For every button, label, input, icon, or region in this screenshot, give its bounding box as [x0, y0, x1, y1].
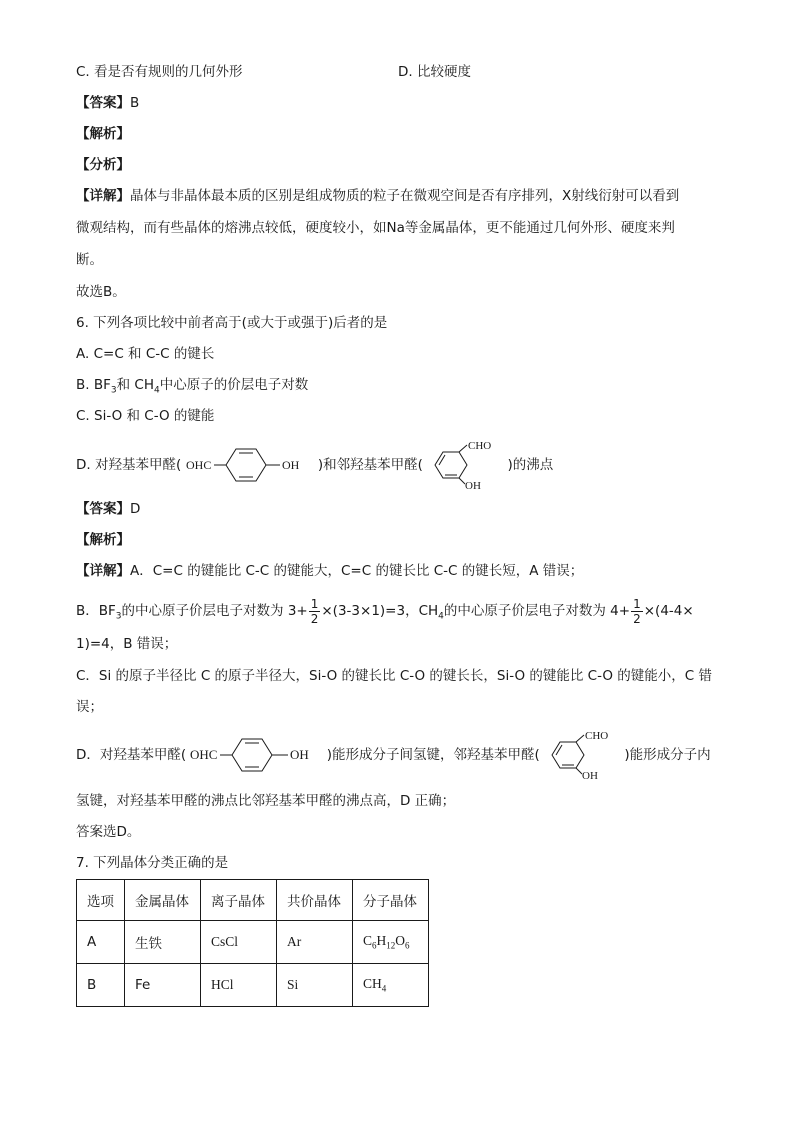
- q7-stem: 7. 下列晶体分类正确的是: [76, 855, 229, 871]
- answer-value: B: [130, 95, 140, 111]
- q6-detail-c-line2: 误；: [76, 699, 103, 715]
- option-cell: A: [77, 921, 125, 964]
- answer-tag: 【答案】: [76, 501, 130, 517]
- table-row: [77, 921, 429, 964]
- q6-option-d: D. 对羟基苯甲醛( OHC OH )和邻羟基苯甲醛( CHO OH )的沸点: [76, 440, 554, 490]
- ionic-cell: HCl: [201, 964, 277, 1007]
- q6-stem: 6. 下列各项比较中前者高于(或大于或强于)后者的是: [76, 315, 388, 331]
- q6-detail-b-line2: 1)=4，B 错误；: [76, 636, 178, 652]
- table-row: [77, 964, 429, 1007]
- q6-analysis-tag: 【解析】: [76, 532, 130, 548]
- mol-label-ohc: OHC: [185, 458, 211, 472]
- option-cell: B: [77, 964, 125, 1007]
- ortho-hydroxybenzaldehyde-structure: [427, 440, 503, 490]
- q5-conclusion: 故选B。: [76, 284, 126, 300]
- header-cell: 共价晶体: [277, 880, 353, 921]
- q5-detail-line2: 微观结构，而有些晶体的熔沸点较低，硬度较小，如Na等金属晶体，更不能通过几何外形、硬度来判: [76, 220, 675, 236]
- q6-conclusion: 答案选D。: [76, 824, 141, 840]
- header-cell: 分子晶体: [353, 880, 429, 921]
- detail-tag: 【详解】: [76, 563, 130, 579]
- mol-label-cho: CHO: [468, 440, 492, 452]
- q6-option-c: C. Si-O 和 C-O 的键能: [76, 408, 215, 424]
- mol-label-ohc: OHC: [190, 747, 218, 762]
- fraction-half: $\frac{1}{2}$: [633, 596, 641, 626]
- q5-detail-line1: 【详解】晶体与非晶体最本质的区别是组成物质的粒子在微观空间是否有序排列，X射线衍射可以看到: [76, 188, 680, 204]
- mol-label-oh: OH: [582, 770, 598, 780]
- fraction-half: $\frac{1}{2}$: [310, 596, 319, 626]
- answer-tag: 【答案】: [76, 95, 130, 111]
- detail-tag: 【详解】: [76, 188, 130, 204]
- q6-answer: [76, 499, 140, 519]
- q5-option-d: D. 比较硬度: [398, 64, 471, 80]
- table-header-row: [77, 880, 429, 921]
- para-hydroxybenzaldehyde-structure: [186, 445, 314, 485]
- para-hydroxybenzaldehyde-structure: [190, 735, 322, 775]
- mol-label-oh: OH: [281, 458, 299, 472]
- ionic-cell: CsCl: [201, 921, 277, 964]
- crystal-classification-table: [76, 879, 429, 1007]
- header-cell: 金属晶体: [125, 880, 201, 921]
- answer-value: D: [130, 501, 141, 517]
- q6-detail-d: D．对羟基苯甲醛( OHC OH )能形成分子间氢键，邻羟基苯甲醛( CHO OH )能形成分子内: [76, 730, 711, 780]
- covalent-cell: Ar: [277, 921, 353, 964]
- mol-label-oh: OH: [465, 480, 482, 490]
- header-cell: 选项: [77, 880, 125, 921]
- metal-cell: 生铁: [125, 921, 201, 964]
- q5-option-c: C. 看是否有规则的几何外形: [76, 64, 243, 80]
- q5-fenxi-tag: 【分析】: [76, 157, 130, 173]
- q6-option-b: B. $BF_3$和 $CH_4$中心原子的价层电子对数: [76, 377, 309, 396]
- mol-label-cho: CHO: [585, 730, 609, 742]
- q6-detail-a: 【详解】A．C=C 的键能比 C-C 的键能大，C=C 的键长比 C-C 的键长短，A 错误；: [76, 563, 584, 579]
- header-cell: 离子晶体: [201, 880, 277, 921]
- q5-detail-line3: 断。: [76, 252, 103, 268]
- q6-option-a: A. C=C 和 C-C 的键长: [76, 346, 215, 362]
- q6-detail-b: B．$BF_3$的中心原子价层电子对数为 3+ $\frac{1}{2}$ ×(3-3×1)=3，$CH_4$的中心原子价层电子对数为 4+ $\frac{1}{2}$ ×(4-4×: [76, 596, 694, 626]
- q6-detail-c-line1: C．Si 的原子半径比 C 的原子半径大，Si-O 的键长比 C-O 的键长长，Si-O 的键能比 C-O 的键能小，C 错: [76, 668, 712, 684]
- covalent-cell: Si: [277, 964, 353, 1007]
- ortho-hydroxybenzaldehyde-structure: [544, 730, 620, 780]
- molecular-cell: $C_6H_{12}O_6$: [353, 921, 429, 964]
- q5-analysis-tag: 【解析】: [76, 126, 130, 142]
- q6-detail-d-line2: 氢键，对羟基苯甲醛的沸点比邻羟基苯甲醛的沸点高，D 正确；: [76, 793, 456, 809]
- metal-cell: Fe: [125, 964, 201, 1007]
- mol-label-oh: OH: [290, 747, 310, 762]
- molecular-cell: $CH_4$: [353, 964, 429, 1007]
- q5-answer: [76, 93, 139, 113]
